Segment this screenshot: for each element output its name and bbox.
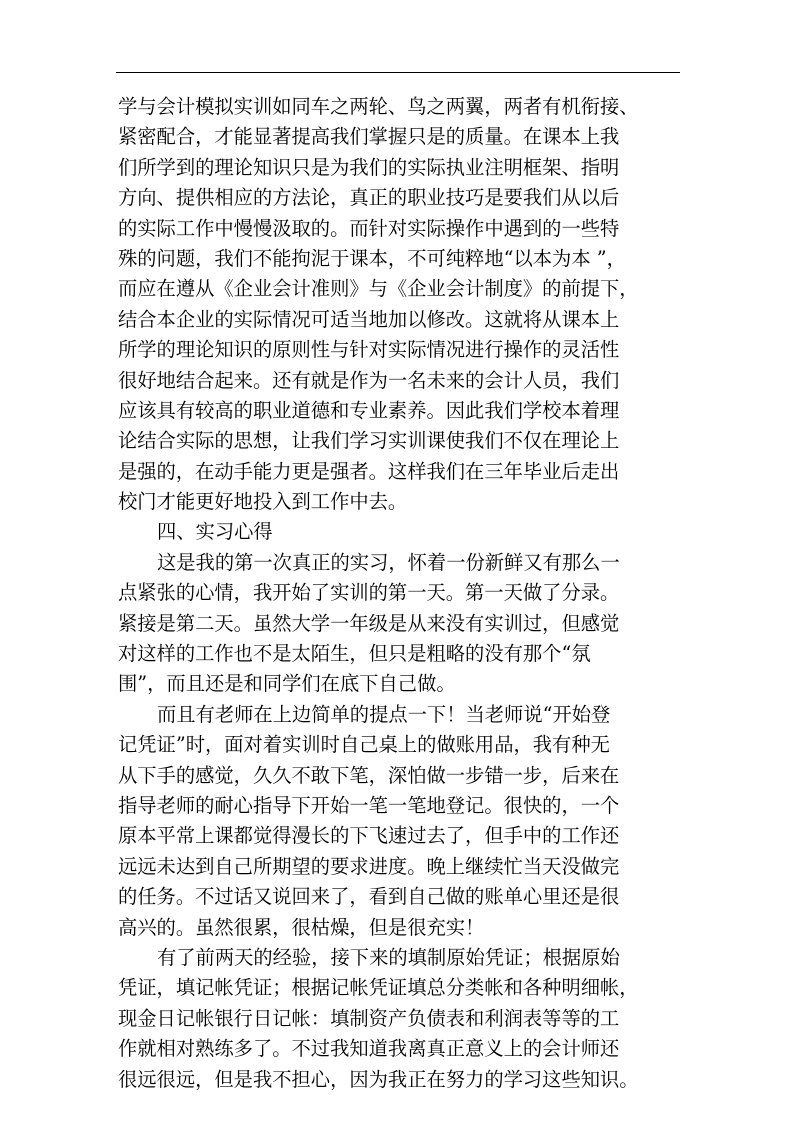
paragraph-first-line: 而且有老师在上边简单的提点一下！当老师说“开始登: [157, 702, 611, 726]
text-line: 校门才能更好地投入到工作中去。: [118, 490, 408, 514]
text-line: 从下手的感觉，久久不敢下笔，深怕做一步错一步，后来在: [118, 763, 620, 787]
paragraph-first-line: 这是我的第一次真正的实习，怀着一份新鲜又有那么一: [157, 550, 620, 574]
text-line: 结合本企业的实际情况可适当地加以修改。这就将从课本上: [118, 307, 620, 331]
text-line: 现金日记帐银行日记帐：填制资产负债表和利润表等等的工: [118, 1006, 620, 1030]
text-line: 很好地结合起来。还有就是作为一名未来的会计人员，我们: [118, 368, 620, 392]
text-line: 的实际工作中慢慢汲取的。而针对实际操作中遇到的一些特: [118, 216, 620, 240]
body-text: [118, 92, 684, 1095]
text-line: 们所学到的理论知识只是为我们的实际执业注明框架、指明: [118, 155, 620, 179]
text-line: 紧接是第二天。虽然大学一年级是从来没有实训过，但感觉: [118, 611, 620, 635]
text-line: 凭证，填记帐凭证；根据记帐凭证填总分类帐和各种明细帐，: [118, 976, 639, 1000]
text-line: 应该具有较高的职业道德和专业素养。因此我们学校本着理: [118, 398, 620, 422]
text-line: 学与会计模拟实训如同车之两轮、鸟之两翼，两者有机衔接、: [118, 95, 639, 118]
text-line: 方向、提供相应的方法论，真正的职业技巧是要我们从以后: [118, 186, 620, 210]
text-line: 指导老师的耐心指导下开始一笔一笔地登记。很快的，一个: [118, 793, 620, 817]
paragraph-first-line: 有了前两天的经验，接下来的填制原始凭证；根据原始: [157, 945, 620, 969]
text-line: 远远未达到自己所期望的要求进度。晚上继续忙当天没做完: [118, 854, 620, 878]
text-line: 很远很远，但是我不担心，因为我正在努力的学习这些知识。: [118, 1067, 639, 1091]
header-rule: [116, 72, 680, 73]
text-line: 而应在遵从《企业会计准则》与《企业会计制度》的前提下，: [118, 277, 639, 301]
text-line: 所学的理论知识的原则性与针对实际情况进行操作的灵活性: [118, 338, 620, 362]
text-line: 点紧张的心情，我开始了实训的第一天。第一天做了分录。: [118, 581, 620, 605]
text-line: 记凭证”时，面对着实训时自己桌上的做账用品，我有种无: [118, 733, 610, 757]
text-line: 紧密配合，才能显著提高我们掌握只是的质量。在课本上我: [118, 125, 620, 149]
text-line: 高兴的。虽然很累，很枯燥，但是很充实！: [118, 915, 485, 939]
paragraph-first-line: 四、实习心得: [157, 520, 273, 544]
text-line: 对这样的工作也不是太陌生，但只是粗略的没有那个“氛: [118, 642, 591, 666]
text-line: 的任务。不过话又说回来了，看到自己做的账单心里还是很: [118, 885, 620, 909]
text-line: 原本平常上课都觉得漫长的下飞速过去了，但手中的工作还: [118, 824, 620, 848]
text-line: 论结合实际的思想，让我们学习实训课使我们不仅在理论上: [118, 429, 620, 453]
text-line: 殊的问题，我们不能拘泥于课本，不可纯粹地“以本为本 ”，: [118, 246, 626, 270]
text-line: 是强的，在动手能力更是强者。这样我们在三年毕业后走出: [118, 459, 620, 483]
text-line: 作就相对熟练多了。不过我知道我离真正意义上的会计师还: [118, 1037, 620, 1061]
text-line: 围”，而且还是和同学们在底下自己做。: [118, 672, 456, 696]
